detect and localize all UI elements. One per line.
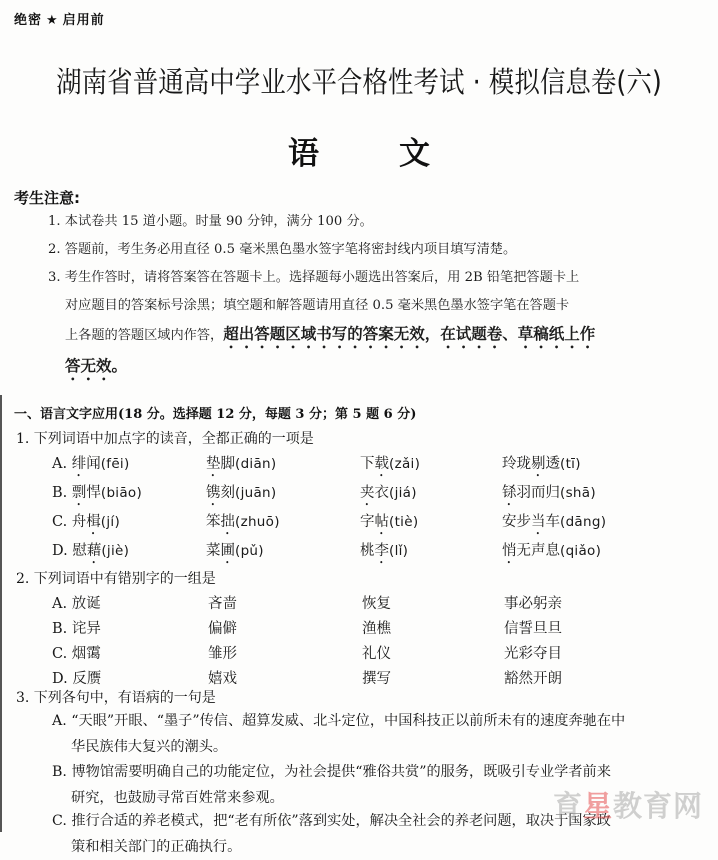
q1-c-word-3: 字帖(tiè) bbox=[360, 514, 419, 530]
q1-d-word-4: 悄无声息(qiǎo) bbox=[502, 543, 602, 559]
secret-right: 启用前 bbox=[62, 13, 105, 28]
q1-c-word-4: 安步当车(dāng) bbox=[502, 514, 607, 530]
q2-c-word-2: 雏形 bbox=[208, 646, 237, 662]
q3-b-line-1: B. 博物馆需要明确自己的功能定位，为社会提供“雅俗共赏”的服务，既吸引专业学者前来 bbox=[52, 764, 611, 780]
q2-d-word-1: D. 反赝 bbox=[52, 671, 102, 687]
q2-d-word-4: 豁然开朗 bbox=[504, 671, 562, 687]
q3-a-line-2: 华民族伟大复兴的潮头。 bbox=[71, 739, 228, 755]
q1-d-word-1: D. 慰藉(jiè) bbox=[52, 543, 130, 559]
q2-b-word-1: B. 诧异 bbox=[52, 621, 101, 637]
notice-emphasis-text-end: 答无效。 bbox=[65, 357, 128, 375]
notice-item-3-line-1: 3. 考生作答时，请将答案答在答题卡上。选择题每小题选出答案后，用 2B 铅笔把答题卡上 bbox=[48, 270, 580, 285]
subject-char-2: 文 bbox=[399, 136, 430, 172]
notice-plain-text: 上各题的答题区域内作答， bbox=[65, 328, 224, 343]
star-icon: ★ bbox=[46, 13, 59, 28]
q2-c-word-1: C. 烟霭 bbox=[52, 646, 101, 662]
scan-edge-line bbox=[0, 395, 2, 832]
q2-b-word-4: 信誓旦旦 bbox=[504, 621, 562, 637]
exam-title: 湖南省普通高中学业水平合格性考试 · 模拟信息卷(六) bbox=[56, 65, 662, 99]
q2-c-word-3: 礼仪 bbox=[362, 646, 391, 662]
watermark-logo: 育星教育网 bbox=[553, 789, 704, 823]
q3-c-line-2: 策和相关部门的正确执行。 bbox=[71, 839, 242, 855]
notice-item-2: 2. 答题前，考生务必用直径 0.5 毫米黑色墨水签字笔将密封线内项目填写清楚。 bbox=[48, 242, 517, 257]
q3-b-line-2: 研究，也鼓励寻常百姓常来参观。 bbox=[71, 790, 284, 806]
q1-b-word-3: 夹衣(jiá) bbox=[360, 485, 417, 501]
q2-b-word-2: 偏僻 bbox=[208, 621, 237, 637]
q2-option-a bbox=[52, 592, 712, 618]
q1-a-word-2: 垫脚(diān) bbox=[206, 456, 277, 472]
q1-b-word-2: 镌刻(juān) bbox=[206, 485, 277, 501]
notice-item-3 bbox=[48, 264, 708, 384]
question-1-stem: 1. 下列词语中加点字的读音，全都正确的一项是 bbox=[16, 431, 314, 447]
question-3-stem: 3. 下列各句中，有语病的一句是 bbox=[16, 690, 216, 706]
notice-item-3-line-2: 对应题目的答案标号涂黑；填空题和解答题请用直径 0.5 毫米黑色墨水签字笔在答题卡 bbox=[65, 298, 570, 313]
q2-d-word-3: 撰写 bbox=[362, 671, 391, 687]
q1-d-word-3: 桃李(lǐ) bbox=[360, 543, 409, 559]
secret-left: 绝密 bbox=[14, 13, 43, 28]
q2-d-word-2: 嬉戏 bbox=[208, 671, 237, 687]
q3-option-a bbox=[52, 708, 707, 760]
q1-b-word-4: 铩羽而归(shā) bbox=[502, 485, 596, 501]
q2-option-b bbox=[52, 617, 712, 643]
question-2-stem: 2. 下列词语中有错别字的一组是 bbox=[16, 571, 216, 587]
q1-b-word-1: B. 剽悍(biāo) bbox=[52, 485, 143, 501]
notice-item-1: 1. 本试卷共 15 道小题。时量 90 分钟，满分 100 分。 bbox=[48, 214, 373, 229]
q1-option-a bbox=[52, 452, 712, 478]
q2-a-word-1: A. 放诞 bbox=[52, 596, 101, 612]
q1-a-word-4: 玲珑剔透(tī) bbox=[502, 456, 581, 472]
section-heading: 一、语言文字应用(18 分。选择题 12 分，每题 3 分；第 5 题 6 分) bbox=[14, 407, 417, 422]
subject-char-1: 语 bbox=[288, 136, 319, 172]
q1-option-b bbox=[52, 481, 712, 507]
q2-b-word-3: 渔樵 bbox=[362, 621, 391, 637]
q3-c-line-1: C. 推行合适的养老模式，把“老有所依”落到实处，解决全社会的养老问题，取决于国家政 bbox=[52, 813, 611, 829]
q2-a-word-2: 吝啬 bbox=[208, 596, 237, 612]
q1-option-c bbox=[52, 510, 712, 536]
q2-a-word-4: 事必躬亲 bbox=[504, 596, 562, 612]
q1-d-word-2: 菜圃(pǔ) bbox=[206, 543, 264, 559]
notice-heading: 考生注意: bbox=[14, 189, 80, 207]
q1-a-word-1: A. 绯闻(fēi) bbox=[52, 456, 130, 472]
q1-a-word-3: 下载(zǎi) bbox=[360, 456, 421, 472]
notice-item-3-line-3 bbox=[48, 320, 708, 352]
subject-title bbox=[0, 128, 718, 173]
notice-emphasis-text: 超出答题区域书写的答案无效，在试题卷、草稿纸上作 bbox=[223, 325, 596, 343]
confidential-label bbox=[14, 9, 105, 28]
q2-option-c bbox=[52, 642, 712, 668]
notice-item-3-line-4 bbox=[48, 352, 708, 384]
q1-c-word-2: 笨拙(zhuō) bbox=[206, 514, 280, 530]
q1-option-d bbox=[52, 539, 712, 565]
q2-a-word-3: 恢复 bbox=[362, 596, 391, 612]
q3-a-line-1: A. “天眼”开眼、“墨子”传信、超算发威、北斗定位，中国科技正以前所未有的速度奔驰在中 bbox=[52, 713, 626, 729]
q1-c-word-1: C. 舟楫(jí) bbox=[52, 514, 121, 530]
q2-c-word-4: 光彩夺目 bbox=[504, 646, 562, 662]
